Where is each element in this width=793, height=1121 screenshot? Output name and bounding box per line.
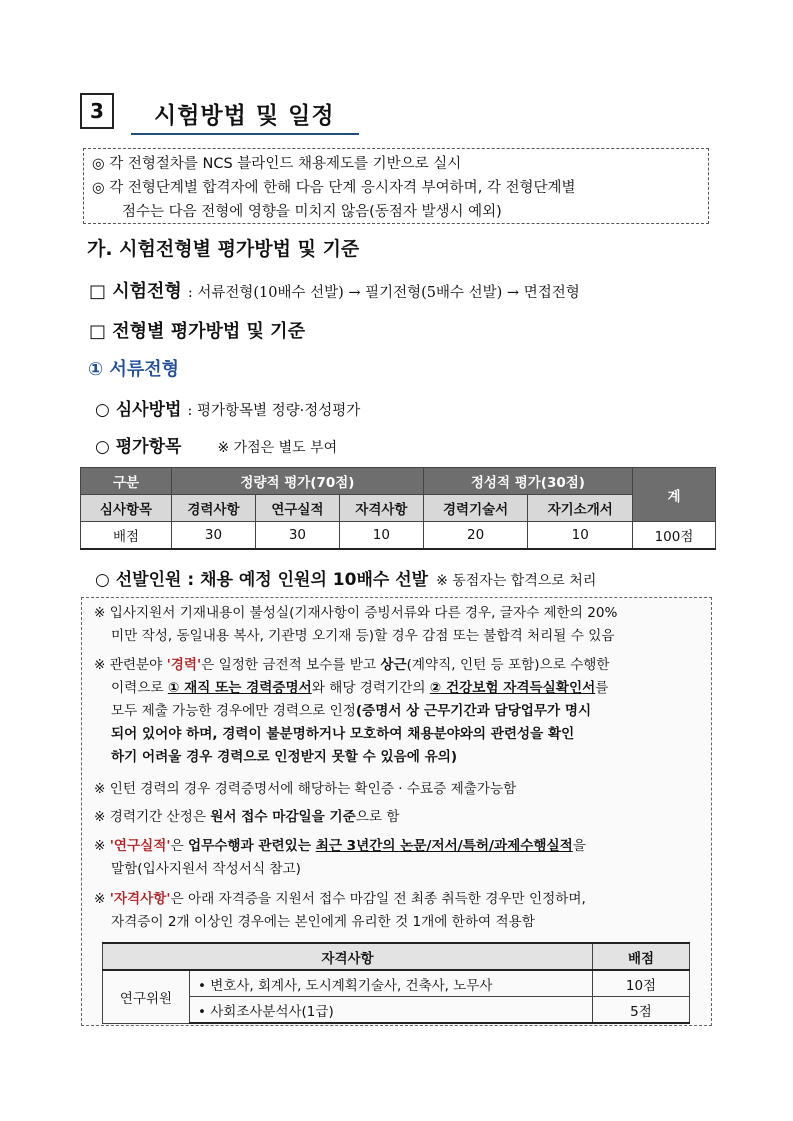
section-number: 3 xyxy=(80,93,114,129)
note-1-line-1: ※ 입사지원서 기재내용이 불성실(기재사항이 증빙서류와 다른 경우, 글자수 제한의 20% xyxy=(94,605,618,621)
note-2 xyxy=(94,654,701,769)
th-cert: 자격사항 xyxy=(339,495,423,522)
selection-text: ○ 선발인원 : 채용 예정 인원의 10배수 선발 xyxy=(95,570,429,590)
eval-items xyxy=(95,432,337,457)
section-title-underline xyxy=(131,133,359,135)
note-3: ※ 인턴 경력의 경우 경력증명서에 해당하는 확인증 · 수료증 제출가능함 xyxy=(94,781,517,797)
intro-line-2: ◎ 각 전형단계별 합격자에 한해 다음 단계 응시자격 부여하며, 각 전형단계별 xyxy=(92,180,576,196)
note-5-f: 을 xyxy=(572,838,586,854)
th-self-intro: 자기소개서 xyxy=(528,495,633,522)
intro-box xyxy=(83,148,709,224)
note-2-l3-b: (증명서 상 근무기간과 담당업무가 명시 xyxy=(355,703,592,719)
note-6-cert-term: '자격사항' xyxy=(109,891,171,907)
note-2-l4: 되어 있어야 하며, 경력이 불분명하거나 모호하여 채용분야와의 관련성을 확인 xyxy=(111,726,575,742)
th-qualitative: 정성적 평가(30점) xyxy=(423,468,632,495)
note-1-line-2: 미만 작성, 동일내용 복사, 기관명 오기재 등)할 경우 감점 또는 불합격 처리될 수 있음 xyxy=(111,628,615,644)
selection-note: ※ 동점자는 합격으로 처리 xyxy=(436,573,597,589)
eval-items-note: ※ 가점은 별도 부여 xyxy=(217,440,338,456)
review-method xyxy=(95,395,360,420)
th-career-statement: 경력기술서 xyxy=(423,495,528,522)
note-6-l2: 자격증이 2개 이상인 경우에는 본인에게 유리한 것 1개에 한하여 적용함 xyxy=(111,914,535,930)
review-method-text: : 평가항목별 정량·정성평가 xyxy=(187,403,361,419)
eval-items-label: ○ 평가항목 xyxy=(95,437,182,457)
note-2-fulltime: 상근 xyxy=(380,657,407,673)
th-cert-score: 배점 xyxy=(593,943,690,970)
note-2-text-a: 은 일정한 금전적 보수를 받고 xyxy=(201,657,381,673)
score-self-intro: 10 xyxy=(528,522,633,550)
score-table xyxy=(80,467,716,550)
cert-row-1: • 변호사, 회계사, 도시계획기술사, 건축사, 노무사 xyxy=(190,970,593,997)
cert-row-2: • 사회조사분석사(1급) xyxy=(190,997,593,1024)
note-2-l3-a: 모두 제출 가능한 경우에만 경력으로 인정 xyxy=(111,703,356,719)
doc-screening-heading: ① 서류전형 xyxy=(88,359,180,380)
note-2-l2-c: 와 해당 경력기간의 xyxy=(311,680,430,696)
note-1 xyxy=(94,602,701,648)
th-research: 연구실적 xyxy=(255,495,339,522)
note-6-a: ※ xyxy=(94,891,110,907)
score-cert: 10 xyxy=(339,522,423,550)
exam-process-text: : 서류전형(10배수 선발) → 필기전형(5배수 선발) → 면접전형 xyxy=(187,285,580,301)
review-method-label: ○ 심사방법 xyxy=(95,400,182,420)
note-4-a: ※ 경력기간 산정은 xyxy=(94,809,211,825)
cert-row-1-score: 10점 xyxy=(593,970,690,997)
score-career-statement: 20 xyxy=(423,522,528,550)
cert-group: 연구위원 xyxy=(103,970,190,1023)
note-5-recent-3y: 최근 3년간의 논문/저서/특허/과제수행실적 xyxy=(315,838,573,854)
note-2-insurance-cert: ② 건강보험 자격득실확인서 xyxy=(429,680,596,696)
th-cert-items: 자격사항 xyxy=(103,943,593,970)
intro-line-1: ◎ 각 전형절차를 NCS 블라인드 채용제도를 기반으로 실시 xyxy=(92,156,462,172)
th-category: 구분 xyxy=(81,468,172,495)
note-5-d: 업무수행과 관련있는 xyxy=(188,838,316,854)
th-career: 경력사항 xyxy=(172,495,256,522)
cert-row-2-score: 5점 xyxy=(593,997,690,1024)
note-4-c: 으로 함 xyxy=(355,809,400,825)
note-5-a: ※ xyxy=(94,838,110,854)
note-5-c: 은 xyxy=(170,838,189,854)
score-research: 30 xyxy=(255,522,339,550)
note-2-l2-e: 를 xyxy=(595,680,609,696)
note-4-deadline: 원서 접수 마감일을 기준 xyxy=(210,809,356,825)
note-5-research-term: '연구실적' xyxy=(109,838,171,854)
cert-table xyxy=(102,942,690,1024)
note-6 xyxy=(94,888,701,934)
note-5-l2: 말함(입사지원서 작성서식 참고) xyxy=(111,861,301,877)
intro-line-3: 점수는 다음 전형에 영향을 미치지 않음(동점자 발생시 예외) xyxy=(122,204,502,220)
score-total: 100점 xyxy=(633,522,716,550)
note-2-l2-a: 이력으로 xyxy=(111,680,168,696)
note-2-prefix: ※ 관련분야 xyxy=(94,657,167,673)
selection-count xyxy=(95,565,596,590)
note-6-c: 은 아래 자격증을 지원서 접수 마감일 전 최종 취득한 경우만 인정하며, xyxy=(170,891,586,907)
section-title: 시험방법 및 일정 xyxy=(154,103,335,129)
method-heading: □ 전형별 평가방법 및 기준 xyxy=(89,321,305,342)
score-career: 30 xyxy=(172,522,256,550)
th-total: 계 xyxy=(633,468,716,522)
exam-process-label: □ 시험전형 xyxy=(89,281,182,302)
note-5 xyxy=(94,835,701,881)
note-2-employment-cert: ① 재직 또는 경력증명서 xyxy=(167,680,312,696)
note-2-text-b: (계약직, 인턴 등 포함)으로 수행한 xyxy=(406,657,610,673)
exam-process xyxy=(89,277,580,303)
heading-exam-evaluation: 가. 시험전형별 평가방법 및 기준 xyxy=(87,238,360,260)
th-quantitative: 정량적 평가(70점) xyxy=(172,468,424,495)
note-4 xyxy=(94,806,701,829)
row-label-score: 배점 xyxy=(81,522,172,550)
note-2-l5: 하기 어려울 경우 경력으로 인정받지 못할 수 있음에 유의) xyxy=(111,749,458,765)
th-items: 심사항목 xyxy=(81,495,172,522)
note-2-career-term: '경력' xyxy=(166,657,202,673)
